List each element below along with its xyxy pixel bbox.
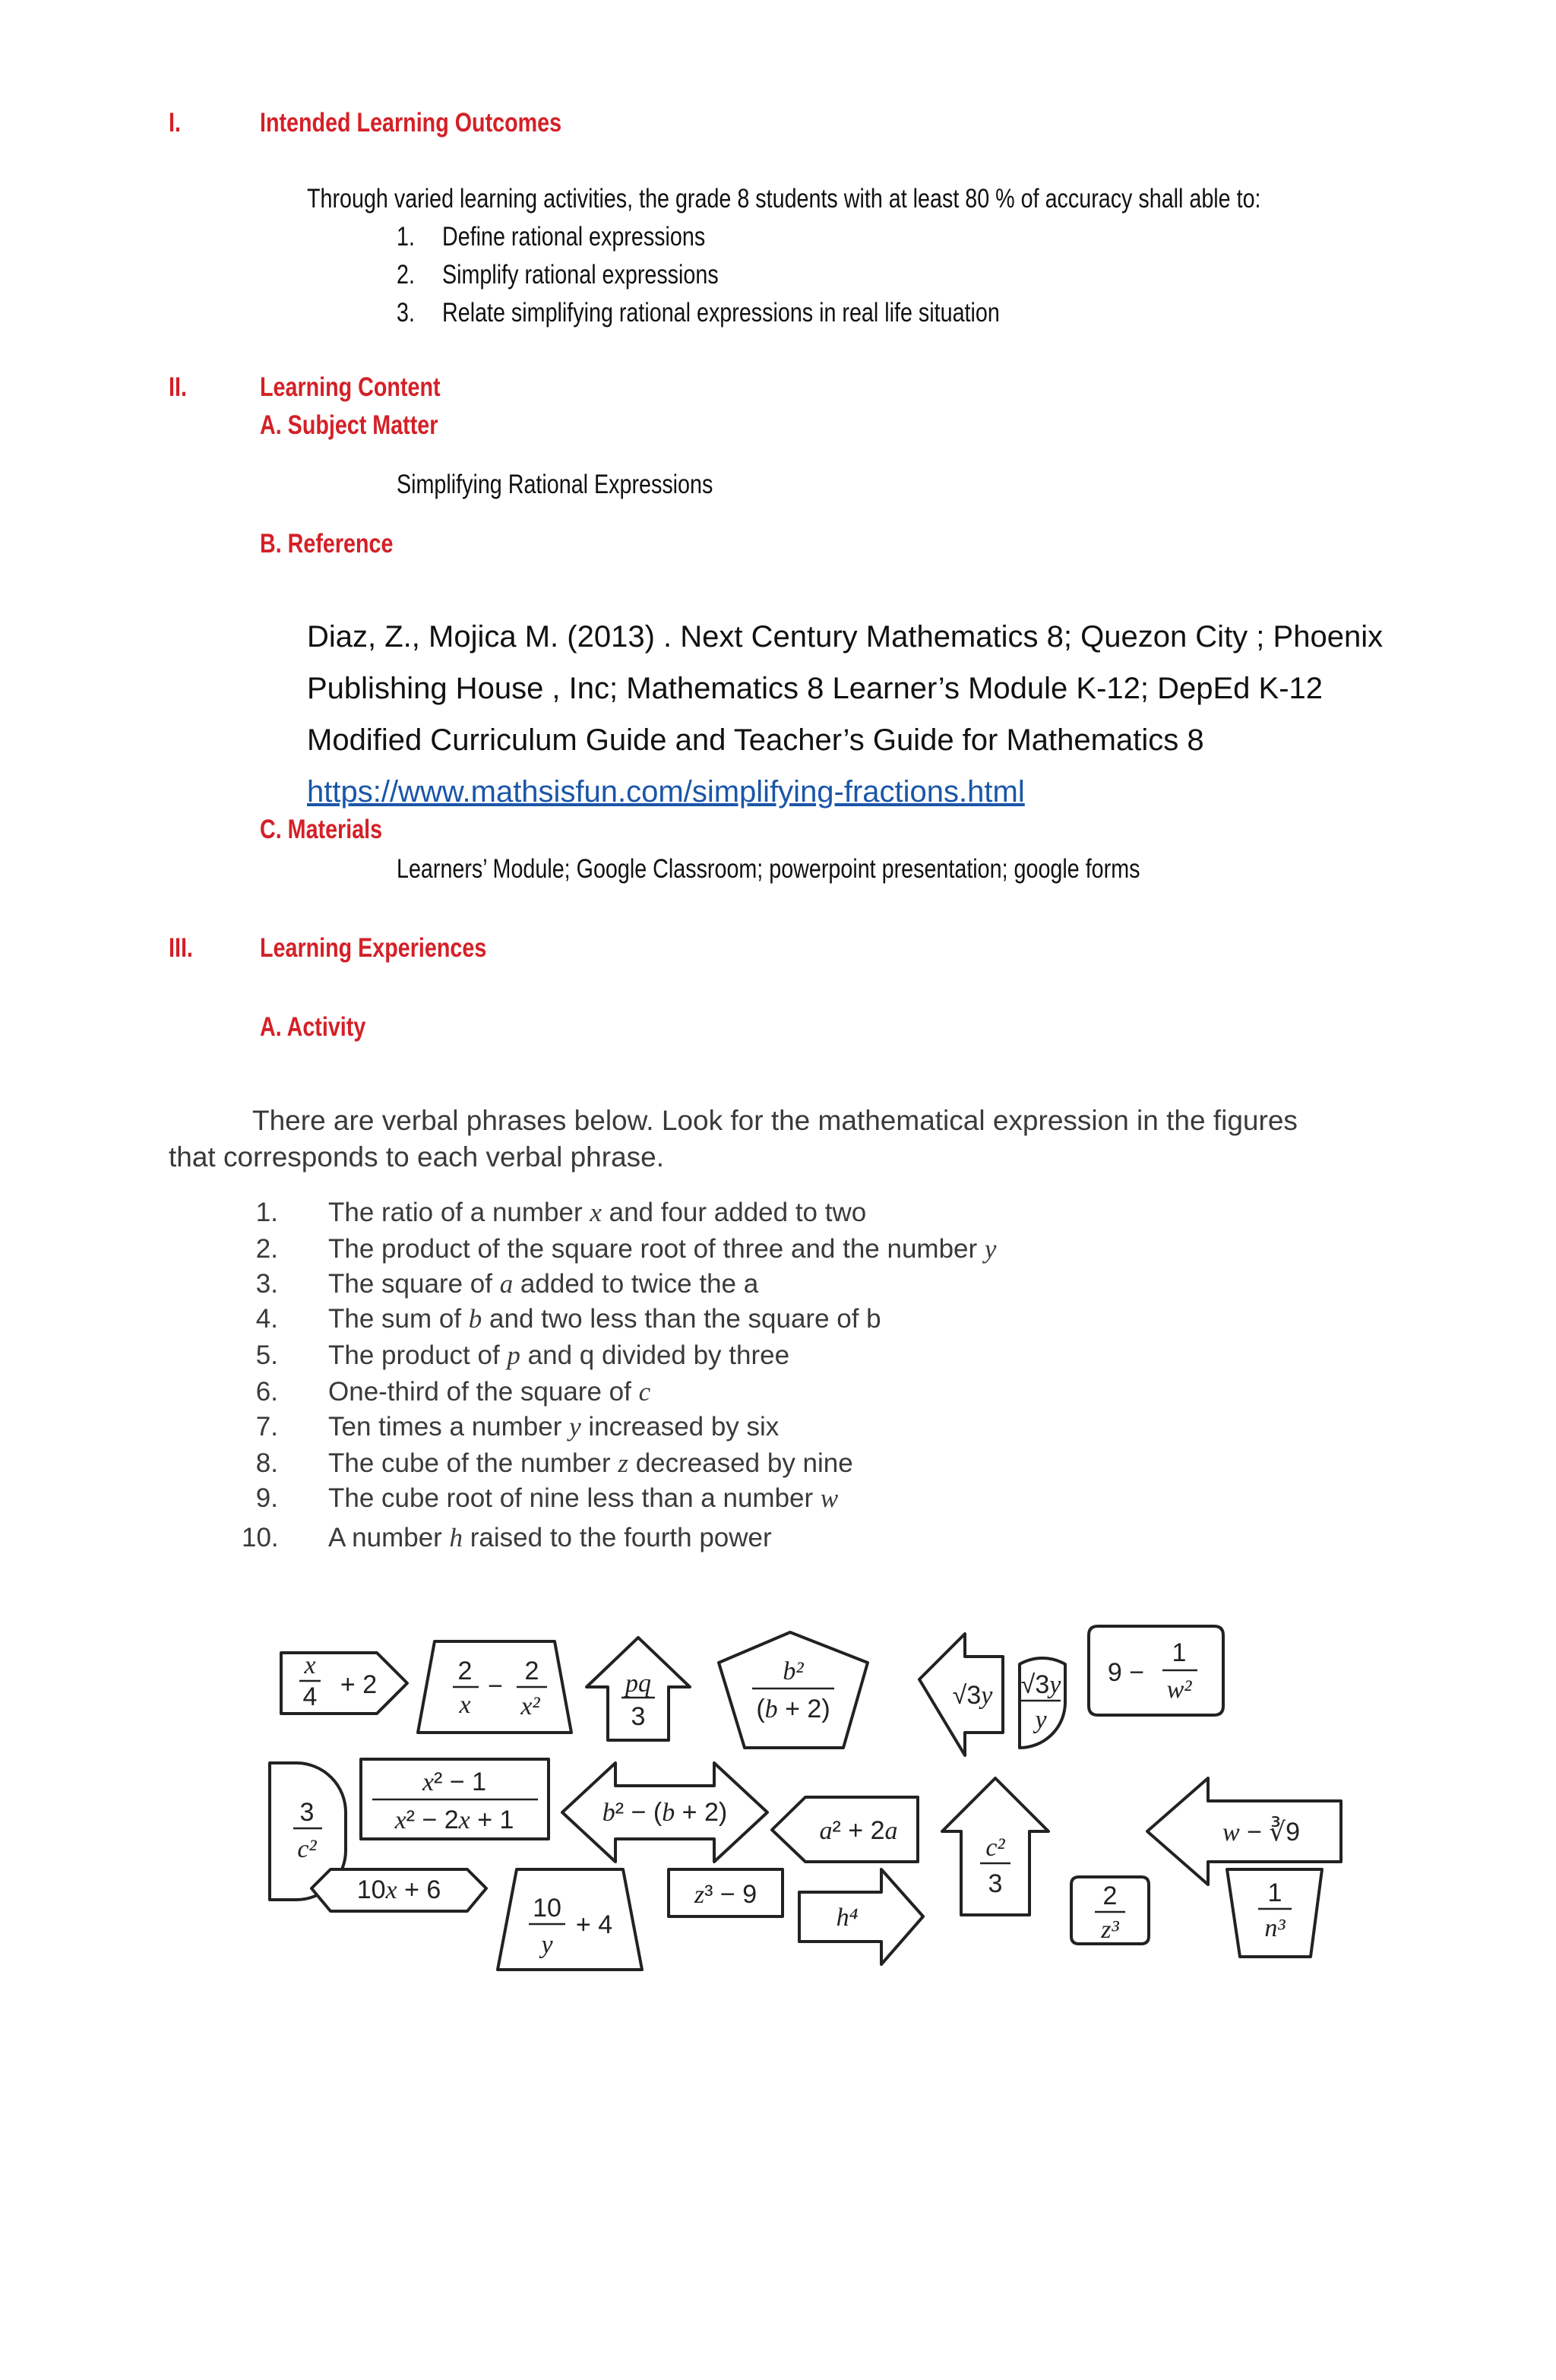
section-2-number: II.	[169, 372, 187, 402]
figure-15-expr: 10	[533, 1894, 561, 1923]
phrase-6-number: 6.	[255, 1377, 278, 1407]
figure-1-expr: x	[304, 1651, 316, 1679]
outcome-1-text: Define rational expressions	[442, 222, 706, 252]
svg-text:n³: n³	[1264, 1914, 1286, 1942]
figure-10-expr: b² − (b + 2)	[602, 1798, 728, 1827]
figure-18-expr: 2	[1102, 1882, 1118, 1910]
figure-3-expr: pq	[625, 1669, 651, 1698]
figure-5-expr: √3y	[952, 1681, 993, 1710]
figure-9-expr: x² − 1	[422, 1768, 487, 1796]
figure-17-expr: h⁴	[836, 1904, 859, 1932]
phrase-9-number: 9.	[255, 1483, 278, 1513]
svg-text:y: y	[541, 1931, 553, 1959]
phrase-9: The cube root of nine less than a number w	[328, 1483, 839, 1513]
outcome-1-number: 1.	[397, 222, 415, 252]
svg-text:+ 4: + 4	[575, 1910, 613, 1939]
figure-2-expr: 2	[457, 1657, 473, 1685]
figure-7-expr: 9 −	[1107, 1658, 1145, 1687]
reference-link[interactable]: https://www.mathsisfun.com/simplifying-fractions.html	[307, 775, 1025, 809]
section-1-number: I.	[169, 108, 181, 138]
phrase-7: Ten times a number y increased by six	[328, 1412, 780, 1442]
outcome-3-number: 3.	[397, 298, 415, 328]
outcome-2-text: Simplify rational expressions	[442, 260, 719, 290]
reference-heading: B. Reference	[260, 529, 394, 559]
figure-4-expr: b²	[783, 1657, 804, 1685]
svg-text:4: 4	[302, 1682, 318, 1711]
figure-16-expr: z³ − 9	[694, 1880, 757, 1909]
expression-figures	[258, 1619, 1352, 1999]
svg-text:3: 3	[631, 1702, 646, 1731]
svg-text:x²: x²	[520, 1692, 540, 1720]
phrase-6: One-third of the square of c	[328, 1377, 651, 1407]
activity-heading: A. Activity	[260, 1012, 366, 1042]
svg-text:+ 2: + 2	[340, 1670, 378, 1699]
phrase-10: A number h raised to the fourth power	[328, 1523, 772, 1552]
activity-intro-line-1: There are verbal phrases below. Look for the mathematical expression in the figures	[252, 1105, 1298, 1136]
svg-text:w²: w²	[1166, 1676, 1192, 1704]
outcomes-intro: Through varied learning activities, the grade 8 students with at least 80 % of accuracy shall able to:	[307, 184, 1261, 214]
phrase-3: The square of a added to twice the a	[328, 1269, 759, 1299]
svg-text:x: x	[459, 1691, 471, 1719]
figure-17-shape	[799, 1869, 923, 1964]
svg-text:3: 3	[988, 1869, 1003, 1898]
figure-19-expr: 1	[1267, 1878, 1282, 1907]
svg-text:(b + 2): (b + 2)	[756, 1695, 830, 1723]
figure-14-expr: 10x + 6	[356, 1875, 441, 1904]
figure-13-expr: w − ∛9	[1222, 1818, 1301, 1847]
phrase-2: The product of the square root of three and the number y	[328, 1234, 997, 1264]
figure-6-expr: √3y	[1020, 1670, 1061, 1699]
phrase-2-number: 2.	[255, 1234, 278, 1264]
phrase-8-number: 8.	[255, 1448, 278, 1478]
svg-text:−: −	[488, 1672, 503, 1701]
materials-text: Learners’ Module; Google Classroom; powerpoint presentation; google forms	[397, 854, 1140, 884]
figure-15-shape	[498, 1869, 642, 1970]
figure-12-expr: c²	[985, 1834, 1005, 1862]
subject-matter-text: Simplifying Rational Expressions	[397, 470, 713, 499]
reference-line-1: Diaz, Z., Mojica M. (2013) . Next Century Mathematics 8; Quezon City ; Phoenix	[307, 620, 1384, 654]
reference-line-3: Modified Curriculum Guide and Teacher’s Guide for Mathematics 8	[307, 723, 1204, 757]
figure-11-expr: a² + 2a	[819, 1816, 898, 1845]
phrase-1-number: 1.	[255, 1198, 278, 1227]
svg-text:2: 2	[524, 1657, 539, 1685]
svg-text:x² − 2x + 1: x² − 2x + 1	[394, 1806, 514, 1834]
phrase-10-number: 10.	[242, 1523, 279, 1552]
phrase-5-number: 5.	[255, 1340, 278, 1370]
phrase-1: The ratio of a number x and four added to two	[328, 1198, 867, 1227]
outcome-3-text: Relate simplifying rational expressions in real life situation	[442, 298, 1000, 328]
svg-text:1: 1	[1172, 1638, 1187, 1667]
phrase-5: The product of p and q divided by three	[328, 1340, 790, 1370]
figure-4-shape	[719, 1632, 868, 1748]
svg-text:z³: z³	[1101, 1916, 1119, 1944]
phrase-7-number: 7.	[255, 1412, 278, 1442]
phrase-4: The sum of b and two less than the square of b	[328, 1304, 881, 1334]
phrase-4-number: 4.	[255, 1304, 278, 1334]
svg-text:y: y	[1035, 1706, 1047, 1734]
outcome-2-number: 2.	[397, 260, 415, 290]
svg-text:c²: c²	[297, 1835, 317, 1863]
section-3-title: Learning Experiences	[260, 933, 487, 963]
activity-intro-line-2: that corresponds to each verbal phrase.	[169, 1141, 664, 1173]
materials-heading: C. Materials	[260, 815, 383, 844]
figure-8-expr: 3	[299, 1798, 315, 1827]
phrase-3-number: 3.	[255, 1269, 278, 1299]
section-3-number: III.	[169, 933, 193, 963]
phrase-8: The cube of the number z decreased by nine	[328, 1448, 853, 1478]
subject-matter-heading: A. Subject Matter	[260, 410, 438, 440]
section-1-title: Intended Learning Outcomes	[260, 108, 562, 138]
section-2-title: Learning Content	[260, 372, 441, 402]
reference-line-2: Publishing House , Inc; Mathematics 8 Learner’s Module K-12; DepEd K-12	[307, 672, 1324, 705]
